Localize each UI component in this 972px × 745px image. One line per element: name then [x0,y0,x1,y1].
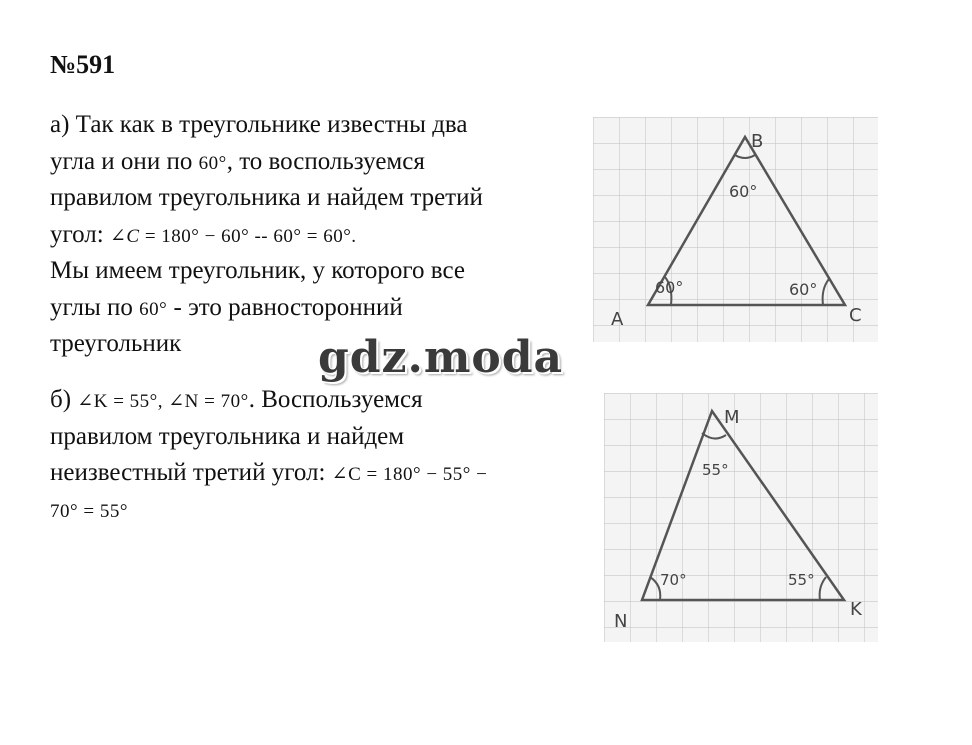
vertex-label-m: M [724,407,740,428]
angle-label-n: 70° [660,571,687,589]
vertex-label-b: B [751,131,764,152]
problem-number: №591 [50,50,116,79]
part-a-line-6-post: - это равносторонний [167,293,403,321]
part-a-line-4 [50,217,585,254]
part-a-line-2 [50,144,585,181]
triangle-a-drawing [593,117,878,342]
part-a-line-7: треугольник [50,330,182,357]
solution-part-a [50,107,585,363]
watermark: gdz.moda [318,332,564,383]
part-b-line-2: правилом треугольника и найдем [50,422,405,450]
vertex-label-k: K [850,599,862,620]
part-b-line-1 [50,382,585,419]
part-b-line-3 [50,455,585,492]
angle-label-k: 55° [788,571,815,589]
part-a-line-2-pre: угла и они по [50,147,199,175]
part-b-angle-n: ∠N = 70° [163,391,249,412]
angle-label-a: 60° [655,278,684,297]
part-b-formula: ∠C = 180° − 55° − [331,464,488,485]
angle-label-m: 55° [702,461,729,479]
part-b-angle-k: ∠K = 55°, [77,391,164,412]
part-b-line-4 [50,492,585,529]
grid-paper [604,393,878,642]
vertex-label-n: N [614,611,628,632]
part-a-line-6 [50,290,585,327]
triangle-figure-a [593,117,878,342]
part-a-line-2-post: , то воспользуемся [226,147,425,175]
part-b-formula-cont: 70° = 55° [50,500,128,522]
triangle-figure-b [604,393,878,642]
part-a-line-4-pre: угол: [50,220,110,248]
angle-variable: C [126,225,140,247]
part-a-line-6-pre: углы по [50,293,140,321]
triangle-b-drawing [604,393,878,642]
part-a-line-1: а) Так как в треугольнике известны два [50,111,468,138]
part-b-line-1-pre: б) [50,386,78,413]
solution-part-b [50,382,585,528]
grid-paper [593,117,878,342]
vertex-label-c: C [849,305,862,326]
part-a-formula [110,226,357,247]
vertex-label-a: A [611,309,624,330]
part-a-angle-value: 60° [198,152,227,174]
angle-label-b: 60° [729,182,758,201]
angle-label-c: 60° [789,280,818,299]
part-a-line-3: правилом треугольника и найдем третий [50,184,483,211]
part-a-line-5: Мы имеем треугольник, у которого все [50,257,465,284]
part-b-line-1-post: . Воспользуемся [248,386,423,413]
formula-expression: = 180° − 60° -- 60° = 60°. [139,225,357,247]
angle-symbol: ∠ [109,225,127,247]
part-b-line-3-pre: неизвестный третий угол: [50,459,332,486]
part-a-angle-value-2: 60° [139,298,168,320]
